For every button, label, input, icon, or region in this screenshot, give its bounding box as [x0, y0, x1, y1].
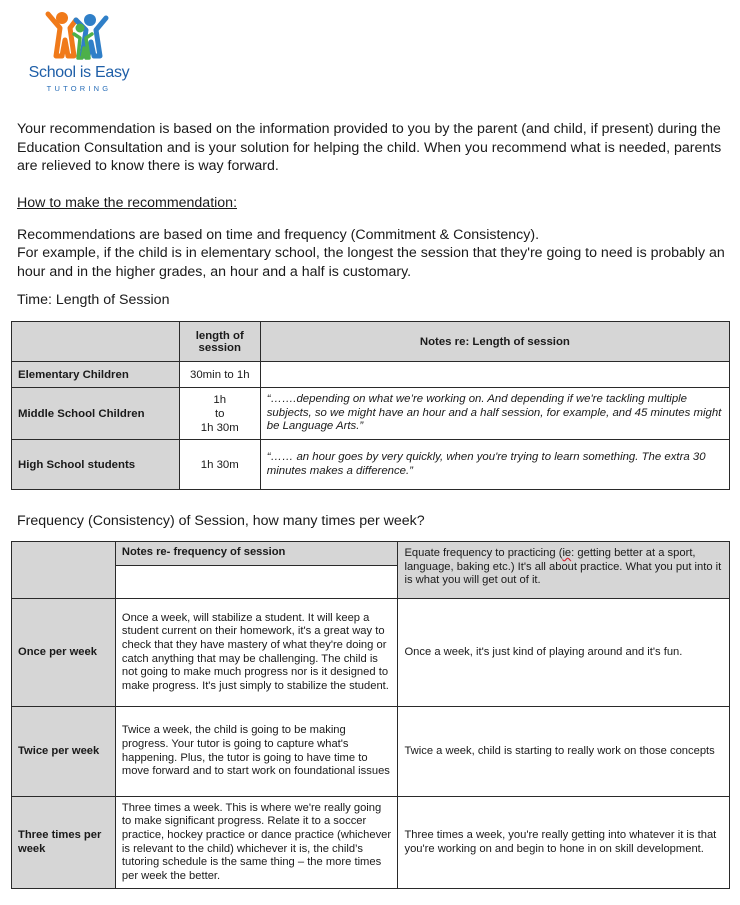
- length-line: 1h 30m: [200, 421, 239, 434]
- row-label: Middle School Children: [12, 388, 180, 440]
- table-row: [12, 707, 730, 797]
- row-label: Twice per week: [12, 707, 116, 797]
- practice-cell: Once a week, it's just kind of playing around and it's fun.: [398, 599, 730, 707]
- logo-title: School is Easy: [28, 64, 130, 81]
- notes-cell: Once a week, will stabilize a student. It will keep a student current on their homework, it's a great way to check that they have mastery of what they're doing or catch anything that may be challenging. The child is not going to make much progress nor is it designed to make progress. It's just simply to stabilize the student.: [115, 599, 398, 707]
- length-cell: 30min to 1h: [179, 362, 260, 388]
- note-cell: [260, 362, 729, 388]
- table-header-row: [12, 542, 730, 566]
- notes-header: Notes re- frequency of session: [115, 542, 398, 566]
- row-label: Elementary Children: [12, 362, 180, 388]
- row-label: High School students: [12, 440, 180, 490]
- session-length-table: [11, 321, 730, 490]
- notes-header: Notes re: Length of session: [260, 322, 729, 362]
- length-cell: [179, 388, 260, 440]
- logo-figures-icon: [26, 6, 132, 66]
- note-cell: “…… an hour goes by very quickly, when you're trying to learn something. The extra 30 minutes makes a difference.”: [260, 440, 729, 490]
- notes-cell: Twice a week, the child is going to be making progress. Your tutor is going to capture what's happening. Plus, the tutor is going to have time to move forward and to start work on foundational issues: [115, 707, 398, 797]
- school-is-easy-logo: [26, 6, 132, 96]
- length-line: to: [215, 407, 225, 420]
- table-header-row: [12, 322, 730, 362]
- empty-header-cell: [12, 322, 180, 362]
- table-row: [12, 797, 730, 889]
- note-cell: “…….depending on what we’re working on. And depending if we're tackling multiple subjects, so we might have an hour and a half session, for example, and 45 minutes might be Language Arts.”: [260, 388, 729, 440]
- logo-tagline: TUTORING: [46, 84, 112, 93]
- practice-cell: Three times a week, you're really getting into whatever it is that you're working on and begin to hone in on skill development.: [398, 797, 730, 889]
- table-row: [12, 440, 730, 490]
- time-heading: Time: Length of Session: [17, 292, 170, 308]
- session-frequency-table: [11, 541, 730, 889]
- table-row: [12, 599, 730, 707]
- notes-cell: Three times a week. This is where we're really going to make significant progress. Relate it to a soccer practice, hockey practice or dance practice (whichever is relevant to the child) whichever it is, the child’s tutoring schedule is the same thing – the more times per week the better.: [115, 797, 398, 889]
- how-heading: How to make the recommendation:: [17, 195, 238, 211]
- row-label: Once per week: [12, 599, 116, 707]
- table-row: [12, 388, 730, 440]
- empty-cell: [115, 566, 398, 599]
- row-label: Three times per week: [12, 797, 116, 889]
- length-cell: 1h 30m: [179, 440, 260, 490]
- practice-cell: Twice a week, child is starting to really work on those concepts: [398, 707, 730, 797]
- recommend-line-1: Recommendations are based on time and frequency (Commitment & Consistency).: [17, 227, 540, 243]
- length-line: 1h: [213, 393, 227, 406]
- frequency-heading: Frequency (Consistency) of Session, how many times per week?: [17, 513, 425, 529]
- intro-paragraph: Your recommendation is based on the information provided to you by the parent (and child, if present) during the Education Consultation and is your solution for helping the child. When you recommend what is needed, parents are relieved to know there is way forward.: [17, 121, 722, 174]
- length-header: length of session: [179, 322, 260, 362]
- recommend-line-2: For example, if the child is in elementary school, the longest the session that they're going to need is probably an hour and in the higher grades, an hour and a half is customary.: [17, 245, 725, 280]
- equate-header: Equate frequency to practicing (ie: getting better at a sport, language, baking etc.) It's all about practice. What you put into it is what you will get out of it.: [398, 542, 730, 599]
- empty-header-cell: [12, 542, 116, 599]
- table-row: [12, 362, 730, 388]
